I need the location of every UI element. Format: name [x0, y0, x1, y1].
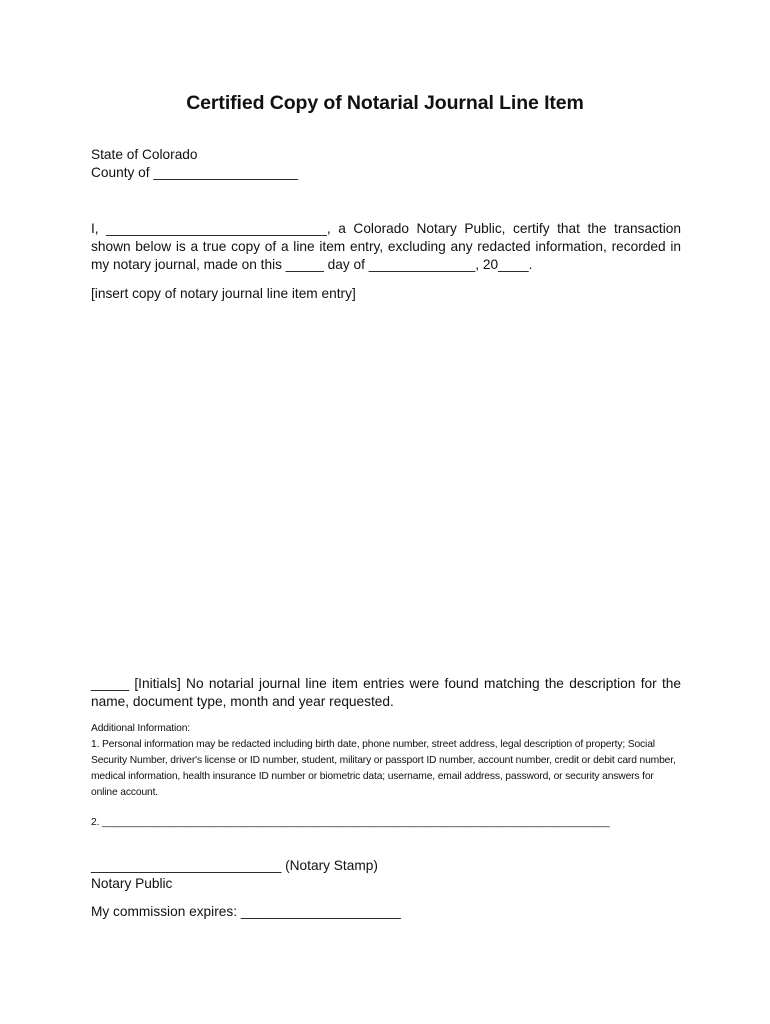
- county-line: County of ___________________: [91, 165, 299, 180]
- notary-public-label: Notary Public: [91, 876, 173, 891]
- additional-info-heading: Additional Information:: [91, 723, 191, 734]
- document-title: Certified Copy of Notarial Journal Line Item: [186, 92, 584, 114]
- additional-info-item-1: 1. Personal information may be redacted including birth date, phone number, street address, legal description of property; Social Security Number, driver's license or ID number, student, military or passport ID number, account number, credit or debit card number, medical information, health insurance ID number or biometric data; username, email address, password, or security answers for online account.: [91, 739, 676, 798]
- insert-entry-placeholder: [insert copy of notary journal line item entry]: [91, 286, 356, 301]
- state-line: State of Colorado: [91, 147, 198, 162]
- additional-info-item-2: 2. ___________________________________________________________________________________________: [91, 817, 610, 828]
- commission-expires-line: My commission expires: _____________________: [91, 904, 401, 919]
- certification-paragraph: I, _____________________________, a Colorado Notary Public, certify that the transaction shown below is a true copy of a line item entry, excluding any redacted information, recorded in my notary journal, made on this _____ day of ______________, 20____.: [91, 221, 681, 272]
- notary-stamp-line: _________________________ (Notary Stamp): [91, 858, 378, 873]
- initials-paragraph: _____ [Initials] No notarial journal line item entries were found matching the description for the name, document type, month and year requested.: [91, 676, 681, 709]
